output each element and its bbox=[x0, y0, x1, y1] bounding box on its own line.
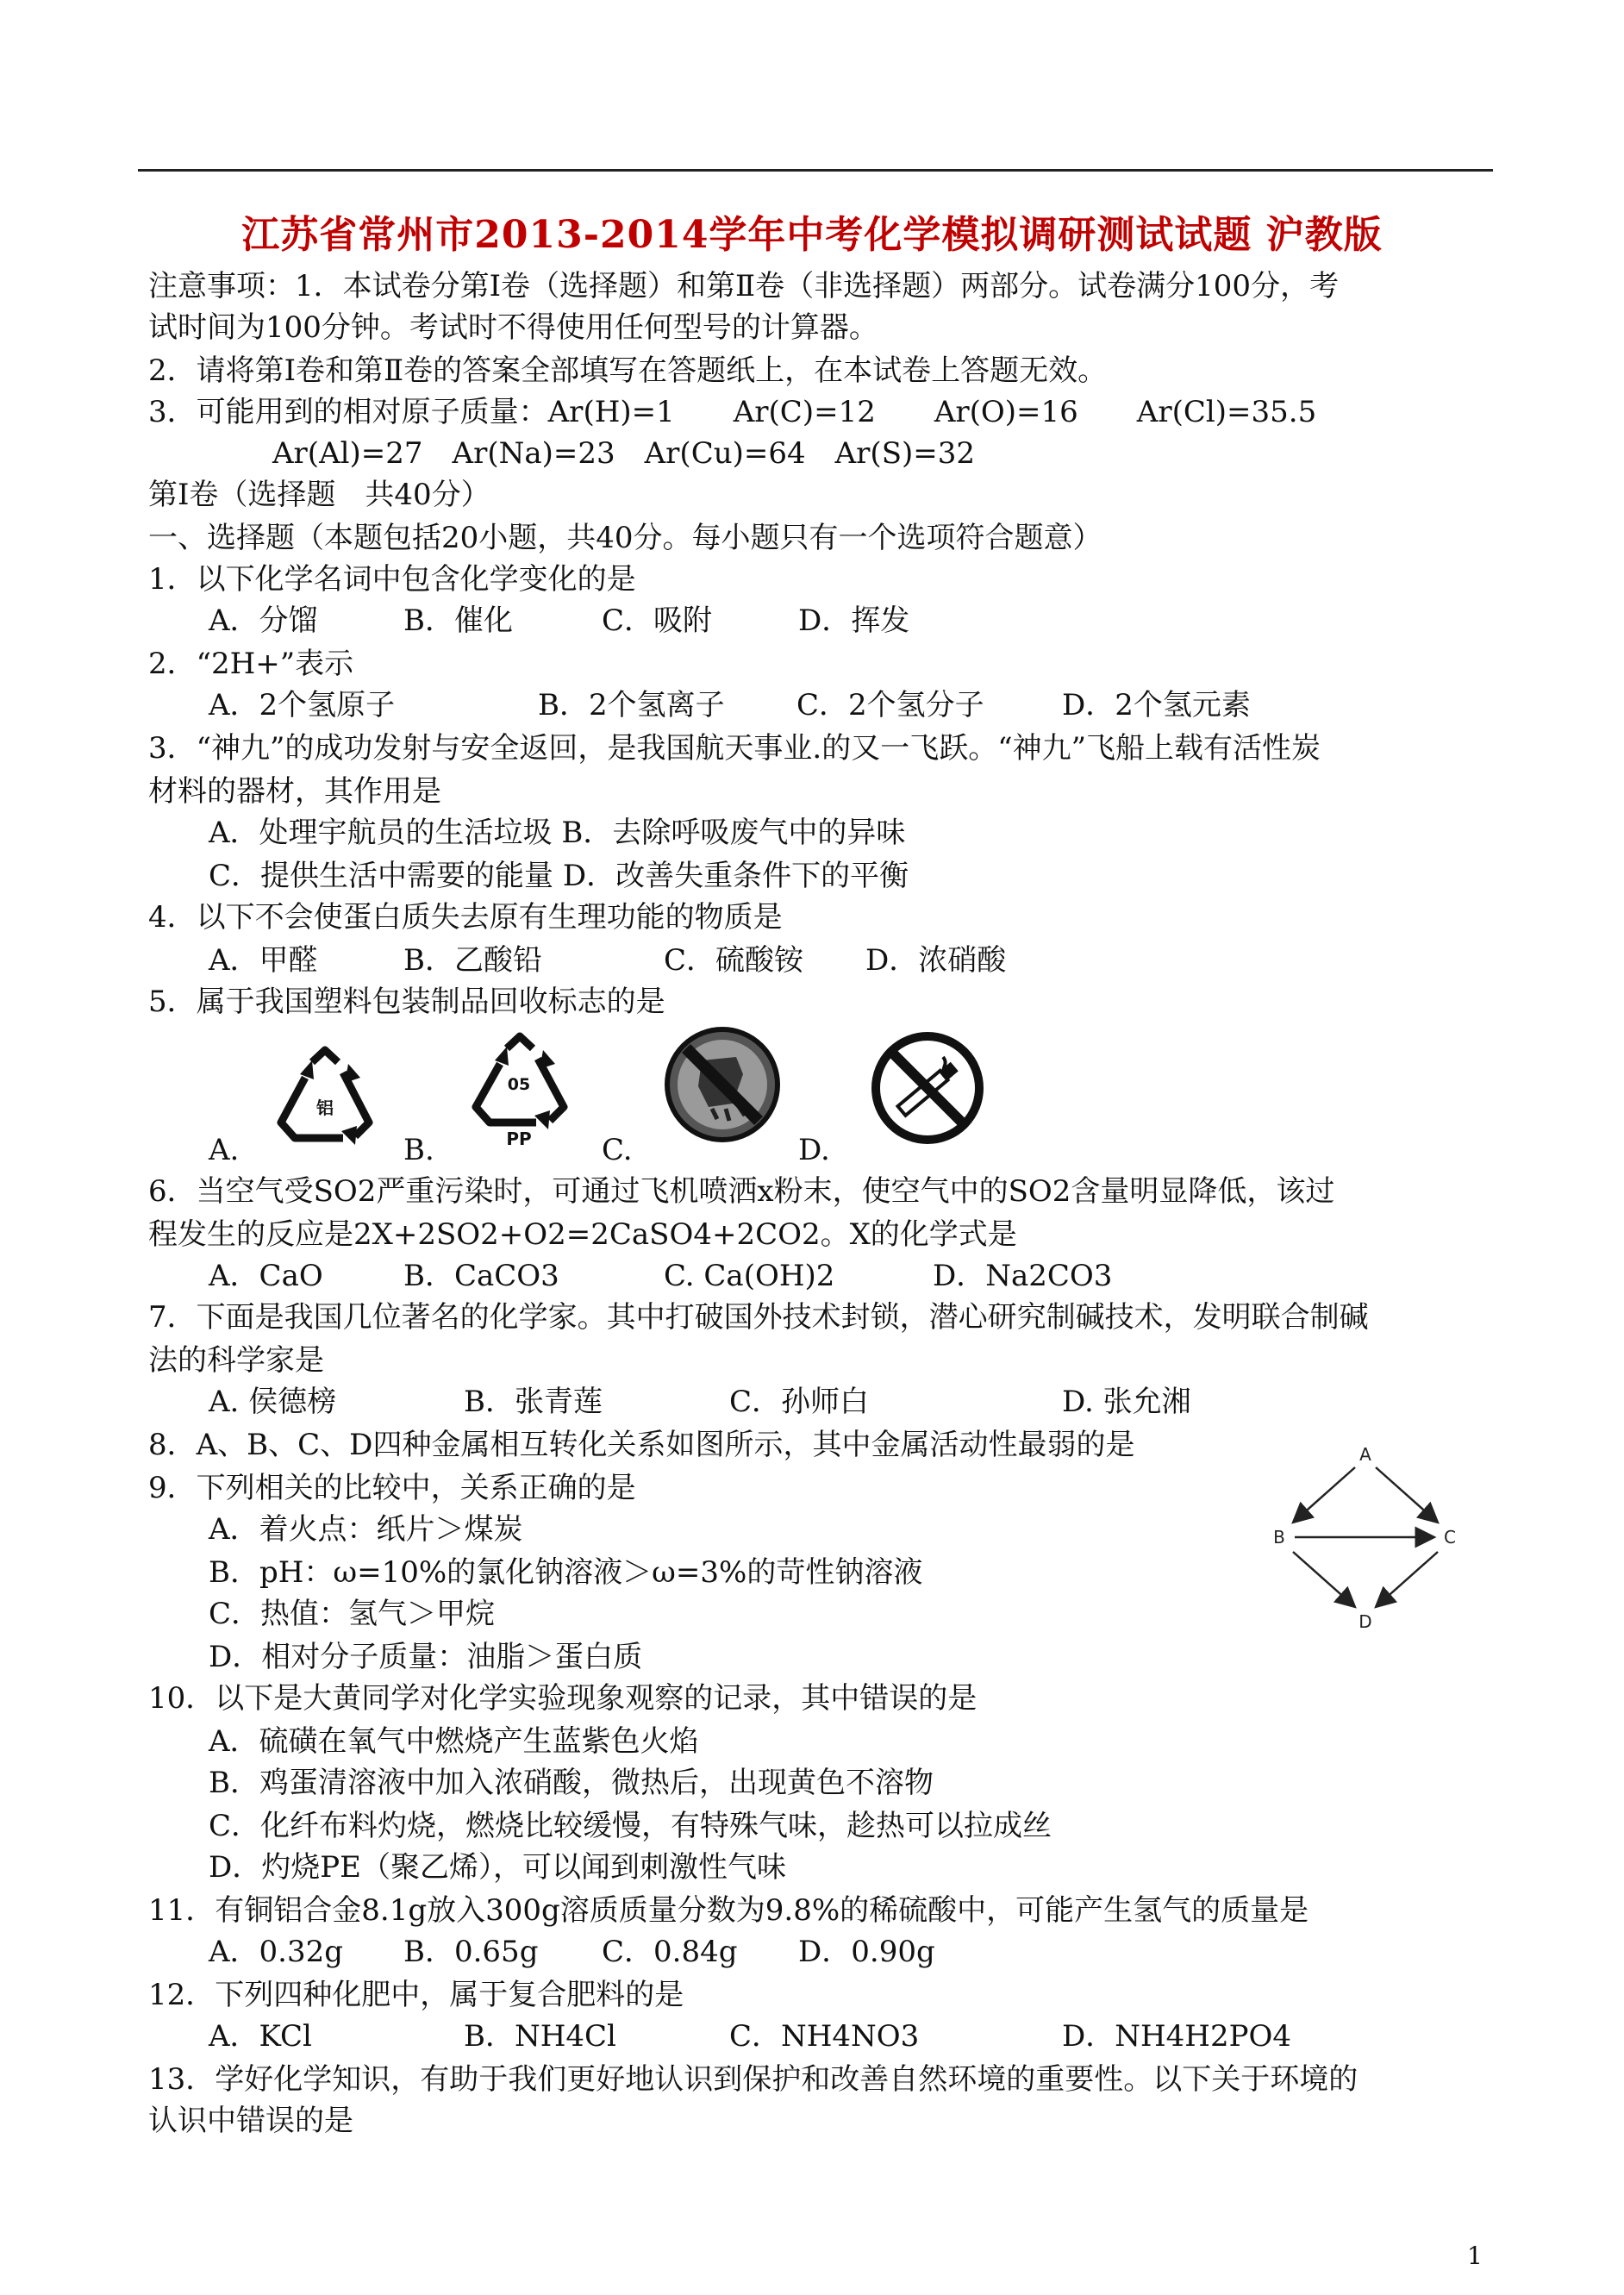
question-3-line-1: 3．“神九”的成功发射与安全返回，是我国航天事业.的又一飞跃。“神九”飞船上载有活性炭 bbox=[148, 731, 1321, 766]
question-7-line-2: 法的科学家是 bbox=[148, 1343, 324, 1378]
option-a: A．2个氢原子 bbox=[209, 688, 396, 722]
option-c: C．吸附 bbox=[602, 603, 713, 638]
question-10-option-d: D．灼烧PE（聚乙烯），可以闻到刺激性气味 bbox=[209, 1850, 786, 1885]
question-13-line-2: 认识中错误的是 bbox=[148, 2104, 353, 2138]
logo-a-label: 铝 bbox=[316, 1097, 334, 1118]
arrow-a-to-c bbox=[1376, 1467, 1438, 1523]
option-b: B．CaCO3 bbox=[403, 1259, 559, 1293]
question-4-options bbox=[209, 943, 1502, 978]
question-10: 10．以下是大黄同学对化学实验现象观察的记录，其中错误的是 bbox=[148, 1681, 978, 1716]
option-c: C. Ca(OH)2 bbox=[664, 1259, 835, 1293]
option-d: D．2个氢元素 bbox=[1062, 688, 1251, 722]
aluminum-recycle-icon bbox=[269, 1043, 381, 1150]
option-a: A．KCl bbox=[209, 2019, 312, 2054]
page-title: 江苏省常州市2013-2014学年中考化学模拟调研测试试题 沪教版 bbox=[241, 213, 1383, 257]
question-9-option-b: B．pH：ω=10%的氯化钠溶液＞ω=3%的苛性钠溶液 bbox=[209, 1555, 923, 1590]
question-6-line-1: 6．当空气受SO2严重污染时，可通过飞机喷洒x粉末，使空气中的SO2含量明显降低，该过 bbox=[148, 1174, 1335, 1209]
header-rule bbox=[138, 169, 1493, 172]
question-2: 2．“2H+”表示 bbox=[148, 647, 354, 681]
question-3-options-ab: A．处理宇航员的生活垃圾 B．去除呼吸废气中的异味 bbox=[209, 816, 906, 850]
option-d: D．0.90g bbox=[798, 1935, 935, 1969]
notice-line-5: Ar(Al)=27 Ar(Na)=23 Ar(Cu)=64 Ar(S)=32 bbox=[272, 436, 976, 471]
option-a: A. bbox=[209, 1133, 240, 1167]
option-c: C．孙师白 bbox=[729, 1385, 870, 1419]
question-10-option-a: A．硫磺在氧气中燃烧产生蓝紫色火焰 bbox=[209, 1724, 699, 1759]
node-a: A bbox=[1359, 1444, 1371, 1465]
no-smoking-icon bbox=[871, 1031, 984, 1145]
section-title: 第Ⅰ卷（选择题 共40分） bbox=[148, 478, 490, 512]
option-b: B．2个氢离子 bbox=[538, 688, 725, 722]
question-4: 4．以下不会使蛋白质失去原有生理功能的物质是 bbox=[148, 900, 783, 935]
question-9-option-d: D．相对分子质量：油脂＞蛋白质 bbox=[209, 1640, 643, 1674]
option-b: B．张青莲 bbox=[464, 1385, 603, 1419]
question-5-options bbox=[209, 1133, 1502, 1167]
option-b: B．0.65g bbox=[403, 1935, 539, 1969]
option-a: A．分馏 bbox=[209, 603, 318, 638]
option-d: D. 张允湘 bbox=[1062, 1385, 1191, 1419]
question-6-line-2: 程发生的反应是2X+2SO2+O2=2CaSO4+2CO2。X的化学式是 bbox=[148, 1217, 1017, 1252]
option-c: C．硫酸铵 bbox=[664, 943, 804, 978]
question-3-line-2: 材料的器材，其作用是 bbox=[148, 774, 441, 809]
option-b: B. bbox=[403, 1133, 434, 1167]
option-b: B．乙酸铅 bbox=[403, 943, 542, 978]
question-7-options bbox=[209, 1385, 1502, 1419]
question-9-option-c: C．热值：氢气＞甲烷 bbox=[209, 1597, 496, 1631]
option-b: B．催化 bbox=[403, 603, 513, 638]
question-1: 1．以下化学名词中包含化学变化的是 bbox=[148, 562, 636, 597]
question-7-line-1: 7．下面是我国几位著名的化学家。其中打破国外技术封锁，潜心研究制碱技术，发明联合制碱 bbox=[148, 1300, 1369, 1335]
node-d: D bbox=[1359, 1611, 1372, 1632]
notice-line-4: 3．可能用到的相对原子质量：Ar(H)=1 Ar(C)=12 Ar(O)=16 Ar(Cl)=35.5 bbox=[148, 395, 1317, 429]
question-13-line-1: 13．学好化学知识，有助于我们更好地认识到保护和改善自然环境的重要性。以下关于环境的 bbox=[148, 2062, 1359, 2097]
option-c: C. bbox=[602, 1133, 633, 1167]
question-11: 11．有铜铝合金8.1g放入300g溶质质量分数为9.8%的稀硫酸中，可能产生氢气的质量是 bbox=[148, 1893, 1309, 1928]
option-d: D. bbox=[798, 1133, 830, 1167]
question-2-options bbox=[209, 688, 1502, 722]
option-a: A．CaO bbox=[209, 1259, 323, 1293]
part-title: 一、选择题（本题包括20小题，共40分。每小题只有一个选项符合题意） bbox=[148, 521, 1102, 555]
pp-recycle-icon bbox=[464, 1031, 576, 1150]
arrow-c-to-d bbox=[1376, 1552, 1438, 1607]
arrow-a-to-b bbox=[1293, 1467, 1355, 1523]
metal-conversion-diagram bbox=[1267, 1436, 1465, 1643]
question-9-option-a: A．着火点：纸片＞煤炭 bbox=[209, 1512, 523, 1547]
notice-line-1: 注意事项：1．本试卷分第Ⅰ卷（选择题）和第Ⅱ卷（非选择题）两部分。试卷满分100分，考 bbox=[148, 269, 1340, 303]
question-10-option-c: C．化纤布料灼烧，燃烧比较缓慢，有特殊气味，趁热可以拉成丝 bbox=[209, 1809, 1052, 1843]
option-a: A．甲醛 bbox=[209, 943, 318, 978]
notice-line-2: 试时间为100分钟。考试时不得使用任何型号的计算器。 bbox=[148, 310, 878, 345]
question-6-options bbox=[209, 1259, 1502, 1293]
notice-line-3: 2．请将第Ⅰ卷和第Ⅱ卷的答案全部填写在答题纸上，在本试卷上答题无效。 bbox=[148, 353, 1108, 388]
question-5: 5．属于我国塑料包装制品回收标志的是 bbox=[148, 985, 665, 1019]
option-d: D．挥发 bbox=[798, 603, 910, 638]
page-number: 1 bbox=[1467, 2242, 1483, 2270]
no-littering-icon bbox=[660, 1022, 784, 1147]
logo-b-number: 05 bbox=[507, 1075, 531, 1094]
option-d: D．浓硝酸 bbox=[865, 943, 1007, 978]
node-b: B bbox=[1273, 1527, 1285, 1548]
logo-b-label: PP bbox=[506, 1129, 532, 1149]
arrow-b-to-d bbox=[1293, 1552, 1355, 1607]
option-d: D．NH4H2PO4 bbox=[1062, 2019, 1291, 2054]
question-8: 8．A、B、C、D四种金属相互转化关系如图所示，其中金属活动性最弱的是 bbox=[148, 1428, 1135, 1462]
question-12: 12．下列四种化肥中，属于复合肥料的是 bbox=[148, 1978, 684, 2012]
question-11-options bbox=[209, 1935, 1502, 1969]
option-c: C．2个氢分子 bbox=[796, 688, 984, 722]
question-1-options bbox=[209, 603, 1502, 638]
option-d: D．Na2CO3 bbox=[933, 1259, 1113, 1293]
question-12-options bbox=[209, 2019, 1502, 2054]
option-a: A．0.32g bbox=[209, 1935, 344, 1969]
question-10-option-b: B．鸡蛋清溶液中加入浓硝酸，微热后，出现黄色不溶物 bbox=[209, 1766, 934, 1800]
node-c: C bbox=[1444, 1527, 1456, 1548]
option-c: C．NH4NO3 bbox=[729, 2019, 920, 2054]
option-a: A. 侯德榜 bbox=[209, 1385, 337, 1419]
option-b: B．NH4Cl bbox=[464, 2019, 616, 2054]
question-9: 9．下列相关的比较中，关系正确的是 bbox=[148, 1471, 636, 1505]
option-c: C．0.84g bbox=[602, 1935, 738, 1969]
question-3-options-cd: C．提供生活中需要的能量 D．改善失重条件下的平衡 bbox=[209, 859, 909, 893]
